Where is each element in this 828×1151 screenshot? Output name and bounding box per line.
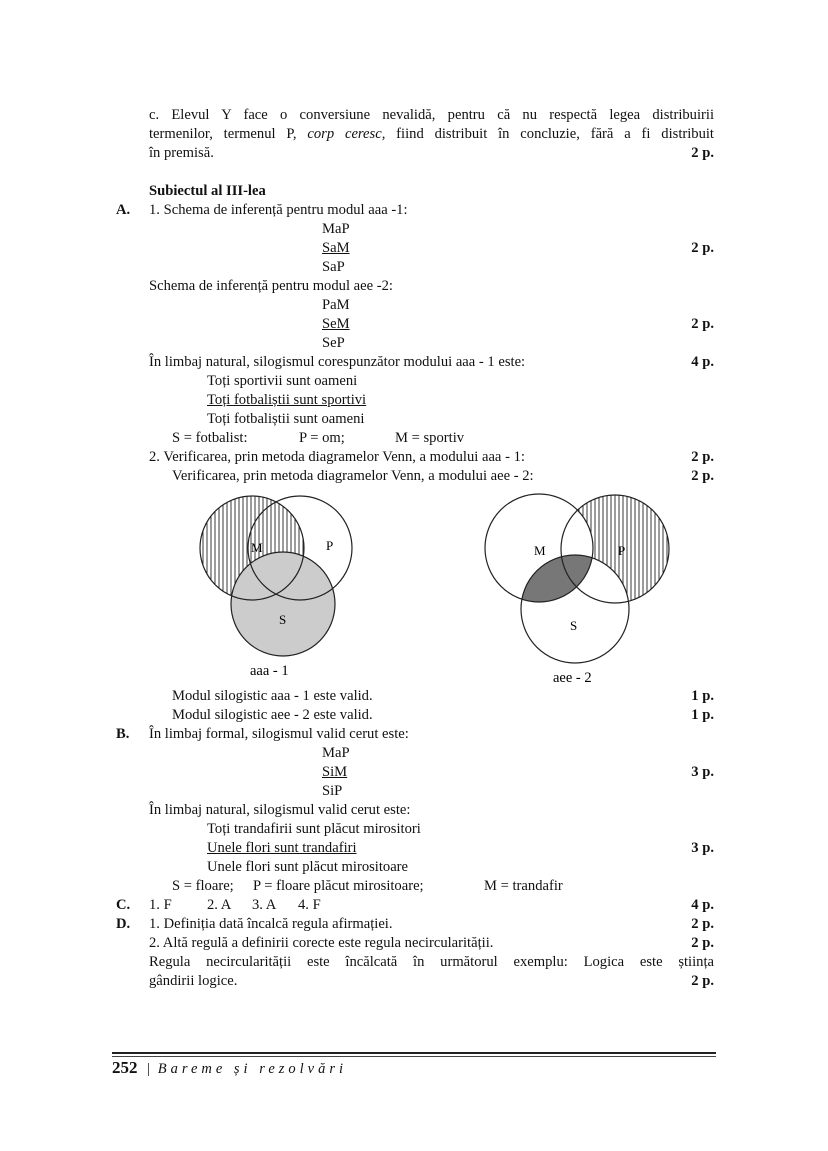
b-natural-minor: Unele flori sunt trandafiri bbox=[207, 840, 357, 856]
b-natural-major: Toți trandafirii sunt plăcut mirositori bbox=[207, 821, 421, 837]
valid-1: Modul silogistic aaa - 1 este valid. bbox=[172, 688, 373, 704]
footer-section-title: Bareme și rezolvări bbox=[157, 1061, 348, 1077]
intro-term-italic: corp ceresc, bbox=[307, 126, 386, 142]
c-answer-1: 1. F bbox=[149, 897, 172, 913]
footer-separator: | bbox=[147, 1061, 151, 1077]
intro-line-2c: fiind distribuit în concluzie, fără a fi distribuit bbox=[385, 126, 714, 142]
formal-conclusion: SiP bbox=[322, 783, 343, 799]
verification-1-points: 2 p. bbox=[691, 449, 714, 465]
verification-2-points: 2 p. bbox=[691, 468, 714, 484]
footer-rule-thick bbox=[112, 1052, 716, 1054]
b-natural-title: În limbaj natural, silogismul valid cerut este: bbox=[149, 802, 411, 818]
d-line-4: gândirii logice. bbox=[149, 973, 238, 989]
footer-rule-thin bbox=[112, 1056, 716, 1057]
venn-aee-2 bbox=[485, 494, 669, 686]
venn-diagrams bbox=[150, 488, 670, 693]
valid-2: Modul silogistic aee - 2 este valid. bbox=[172, 707, 373, 723]
formal-title: În limbaj formal, silogismul valid cerut este: bbox=[149, 726, 409, 742]
terms-b-s: S = floare; bbox=[172, 878, 234, 894]
schema1-minor: SaM bbox=[322, 240, 350, 256]
subject-title: Subiectul al III-lea bbox=[149, 183, 266, 199]
venn2-label-p: P bbox=[618, 543, 626, 558]
schema2-points: 2 p. bbox=[691, 316, 714, 332]
d-line-1: 1. Definiția dată încalcă regula afirmației. bbox=[149, 916, 393, 932]
d-line-2: 2. Altă regulă a definirii corecte este regula necircularității. bbox=[149, 935, 494, 951]
verification-1: 2. Verificarea, prin metoda diagramelor Venn, a modului aaa - 1: bbox=[149, 449, 525, 465]
venn1-caption: aaa - 1 bbox=[250, 663, 289, 679]
schema1-major: MaP bbox=[322, 221, 350, 237]
intro-points: 2 p. bbox=[691, 145, 714, 161]
terms-b-m: M = trandafir bbox=[484, 878, 563, 894]
schema1-points: 2 p. bbox=[691, 240, 714, 256]
schema2-conclusion: SeP bbox=[322, 335, 345, 351]
verification-2: Verificarea, prin metoda diagramelor Venn, a modului aee - 2: bbox=[172, 468, 534, 484]
intro-line-1: c. Elevul Y face o conversiune nevalidă, pentru că nu respectă legea distribuirii bbox=[149, 107, 714, 123]
c-answer-2: 2. A bbox=[207, 897, 232, 913]
intro-line-3: în premisă. bbox=[149, 145, 214, 161]
formal-points: 3 p. bbox=[691, 764, 714, 780]
footer bbox=[112, 1058, 347, 1079]
b-natural-conclusion: Unele flori sunt plăcut mirositoare bbox=[207, 859, 409, 875]
venn2-label-s: S bbox=[570, 618, 578, 633]
venn2-label-m: M bbox=[534, 543, 546, 558]
natural-points: 4 p. bbox=[691, 354, 714, 370]
schema2-major: PaM bbox=[322, 297, 350, 313]
terms-a-p: P = om; bbox=[299, 430, 345, 446]
section-d-letter: D. bbox=[116, 916, 131, 932]
section-a-letter: A. bbox=[116, 202, 131, 218]
d-line-1-points: 2 p. bbox=[691, 916, 714, 932]
schema1-conclusion: SaP bbox=[322, 259, 345, 275]
natural-title: În limbaj natural, silogismul corespunzător modului aaa - 1 este: bbox=[149, 354, 526, 370]
c-answer-3: 3. A bbox=[252, 897, 277, 913]
venn1-label-m: M bbox=[251, 540, 263, 555]
valid-2-points: 1 p. bbox=[691, 707, 714, 723]
d-line-4-points: 2 p. bbox=[691, 973, 714, 989]
c-points: 4 p. bbox=[691, 897, 714, 913]
venn1-label-s: S bbox=[279, 612, 287, 627]
formal-major: MaP bbox=[322, 745, 350, 761]
intro-line-2a: termenilor, termenul P, bbox=[149, 126, 308, 142]
natural-minor: Toți fotbaliștii sunt sportivi bbox=[207, 392, 367, 408]
schema2-title: Schema de inferență pentru modul aee -2: bbox=[149, 278, 393, 294]
b-natural-points: 3 p. bbox=[691, 840, 714, 856]
section-c-letter: C. bbox=[116, 897, 131, 913]
valid-1-points: 1 p. bbox=[691, 688, 714, 704]
intro-line-2 bbox=[149, 125, 714, 144]
schema1-title: 1. Schema de inferență pentru modul aaa -1: bbox=[149, 202, 408, 218]
section-b-letter: B. bbox=[116, 726, 130, 742]
terms-a-m: M = sportiv bbox=[395, 430, 465, 446]
natural-conclusion: Toți fotbaliștii sunt oameni bbox=[207, 411, 365, 427]
schema2-minor: SeM bbox=[322, 316, 350, 332]
formal-minor: SiM bbox=[322, 764, 348, 780]
venn2-caption: aee - 2 bbox=[553, 670, 592, 686]
terms-b-p: P = floare plăcut mirositoare; bbox=[253, 878, 424, 894]
natural-major: Toți sportivii sunt oameni bbox=[207, 373, 358, 389]
terms-a-s: S = fotbalist: bbox=[172, 430, 248, 446]
page-number: 252 bbox=[112, 1058, 138, 1077]
d-line-2-points: 2 p. bbox=[691, 935, 714, 951]
c-answer-4: 4. F bbox=[298, 897, 321, 913]
d-line-3: Regula necircularității este încălcată în următorul exemplu: Logica este știința bbox=[149, 954, 714, 970]
venn-aaa-1 bbox=[200, 496, 352, 679]
venn1-label-p: P bbox=[326, 538, 334, 553]
